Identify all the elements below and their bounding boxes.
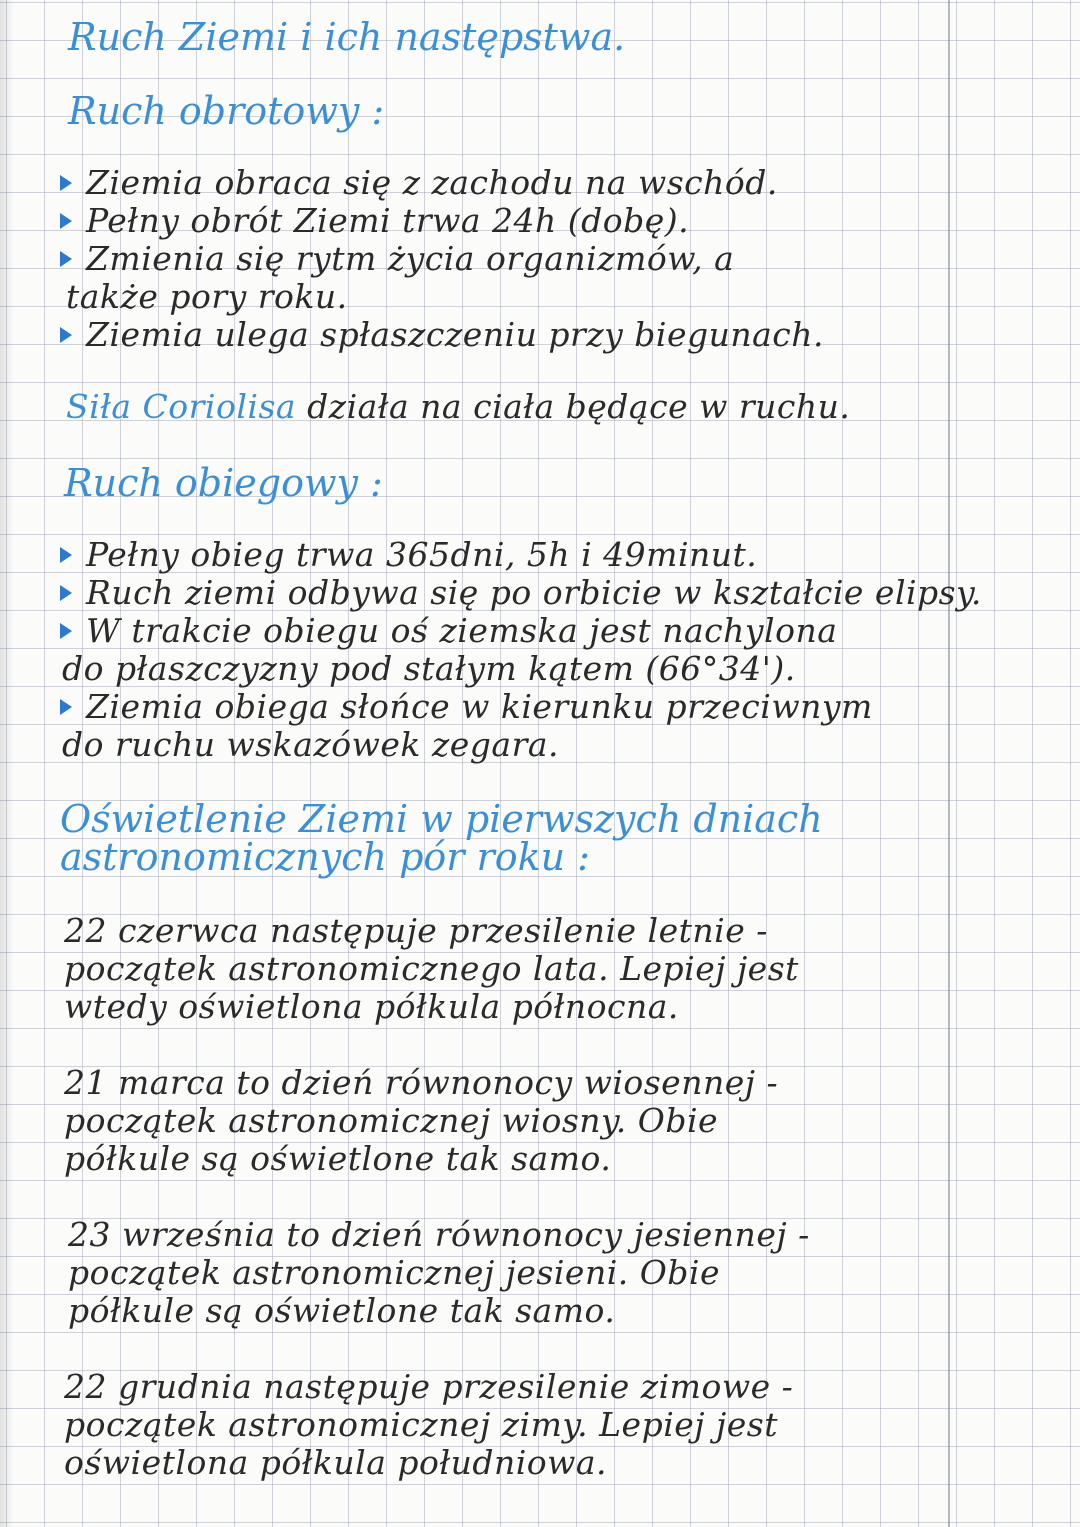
section-heading-orbit: Ruch obiegowy :: [64, 461, 383, 505]
paragraph-line: 21 marca to dzień równonocy wiosennej -: [64, 1063, 779, 1102]
section-heading-illumination-cont: astronomicznych pór roku :: [60, 835, 590, 879]
list-item-continuation: do płaszczyzny pod stałym kątem (66°34').: [62, 649, 796, 688]
paragraph-line: 22 czerwca następuje przesilenie letnie -: [64, 911, 768, 950]
paragraph-line: półkule są oświetlone tak samo.: [68, 1291, 616, 1330]
paragraph-line: początek astronomicznej jesieni. Obie: [68, 1253, 720, 1292]
list-item: Pełny obrót Ziemi trwa 24h (dobę).: [60, 204, 689, 237]
paragraph-line: wtedy oświetlona półkula północna.: [64, 987, 679, 1026]
bullet-arrow-icon: [60, 547, 72, 563]
paragraph-line: oświetlona półkula południowa.: [64, 1443, 608, 1482]
list-item-continuation: do ruchu wskazówek zegara.: [62, 725, 560, 764]
paragraph-line: początek astronomicznej zimy. Lepiej jest: [64, 1405, 778, 1444]
list-item: Ziemia obiega słońce w kierunku przeciwnym: [60, 690, 873, 723]
paragraph-line: półkule są oświetlone tak samo.: [64, 1139, 612, 1178]
page-edge-shadow: [0, 0, 14, 1527]
coriolis-rest: działa na ciała będące w ruchu.: [307, 387, 851, 426]
section-heading-rotation: Ruch obrotowy :: [68, 89, 385, 133]
paragraph-line: 22 grudnia następuje przesilenie zimowe -: [64, 1367, 794, 1406]
paragraph-line: początek astronomicznego lata. Lepiej jest: [64, 949, 799, 988]
bullet-arrow-icon: [60, 327, 72, 343]
coriolis-statement: [66, 387, 851, 426]
bullet-arrow-icon: [60, 251, 72, 267]
paragraph-line: 23 września to dzień równonocy jesiennej -: [68, 1215, 810, 1254]
list-item: Zmienia się rytm życia organizmów, a: [60, 242, 734, 275]
bullet-arrow-icon: [60, 175, 72, 191]
bullet-arrow-icon: [60, 699, 72, 715]
section-heading-illumination: Oświetlenie Ziemi w pierwszych dniach: [60, 797, 823, 841]
list-item: Pełny obieg trwa 365dni, 5h i 49minut.: [60, 538, 757, 571]
margin-line: [948, 0, 950, 1527]
bullet-arrow-icon: [60, 623, 72, 639]
coriolis-term: Siła Coriolisa: [66, 387, 297, 426]
list-item: W trakcie obiegu oś ziemska jest nachylona: [60, 614, 837, 647]
bullet-arrow-icon: [60, 585, 72, 601]
bullet-arrow-icon: [60, 213, 72, 229]
list-item: Ruch ziemi odbywa się po orbicie w kształcie elipsy.: [60, 576, 982, 609]
page-title: Ruch Ziemi i ich następstwa.: [68, 15, 626, 59]
list-item-continuation: także pory roku.: [66, 277, 348, 316]
paragraph-line: początek astronomicznej wiosny. Obie: [64, 1101, 719, 1140]
list-item: Ziemia ulega spłaszczeniu przy biegunach.: [60, 318, 824, 351]
list-item: Ziemia obraca się z zachodu na wschód.: [60, 166, 778, 199]
